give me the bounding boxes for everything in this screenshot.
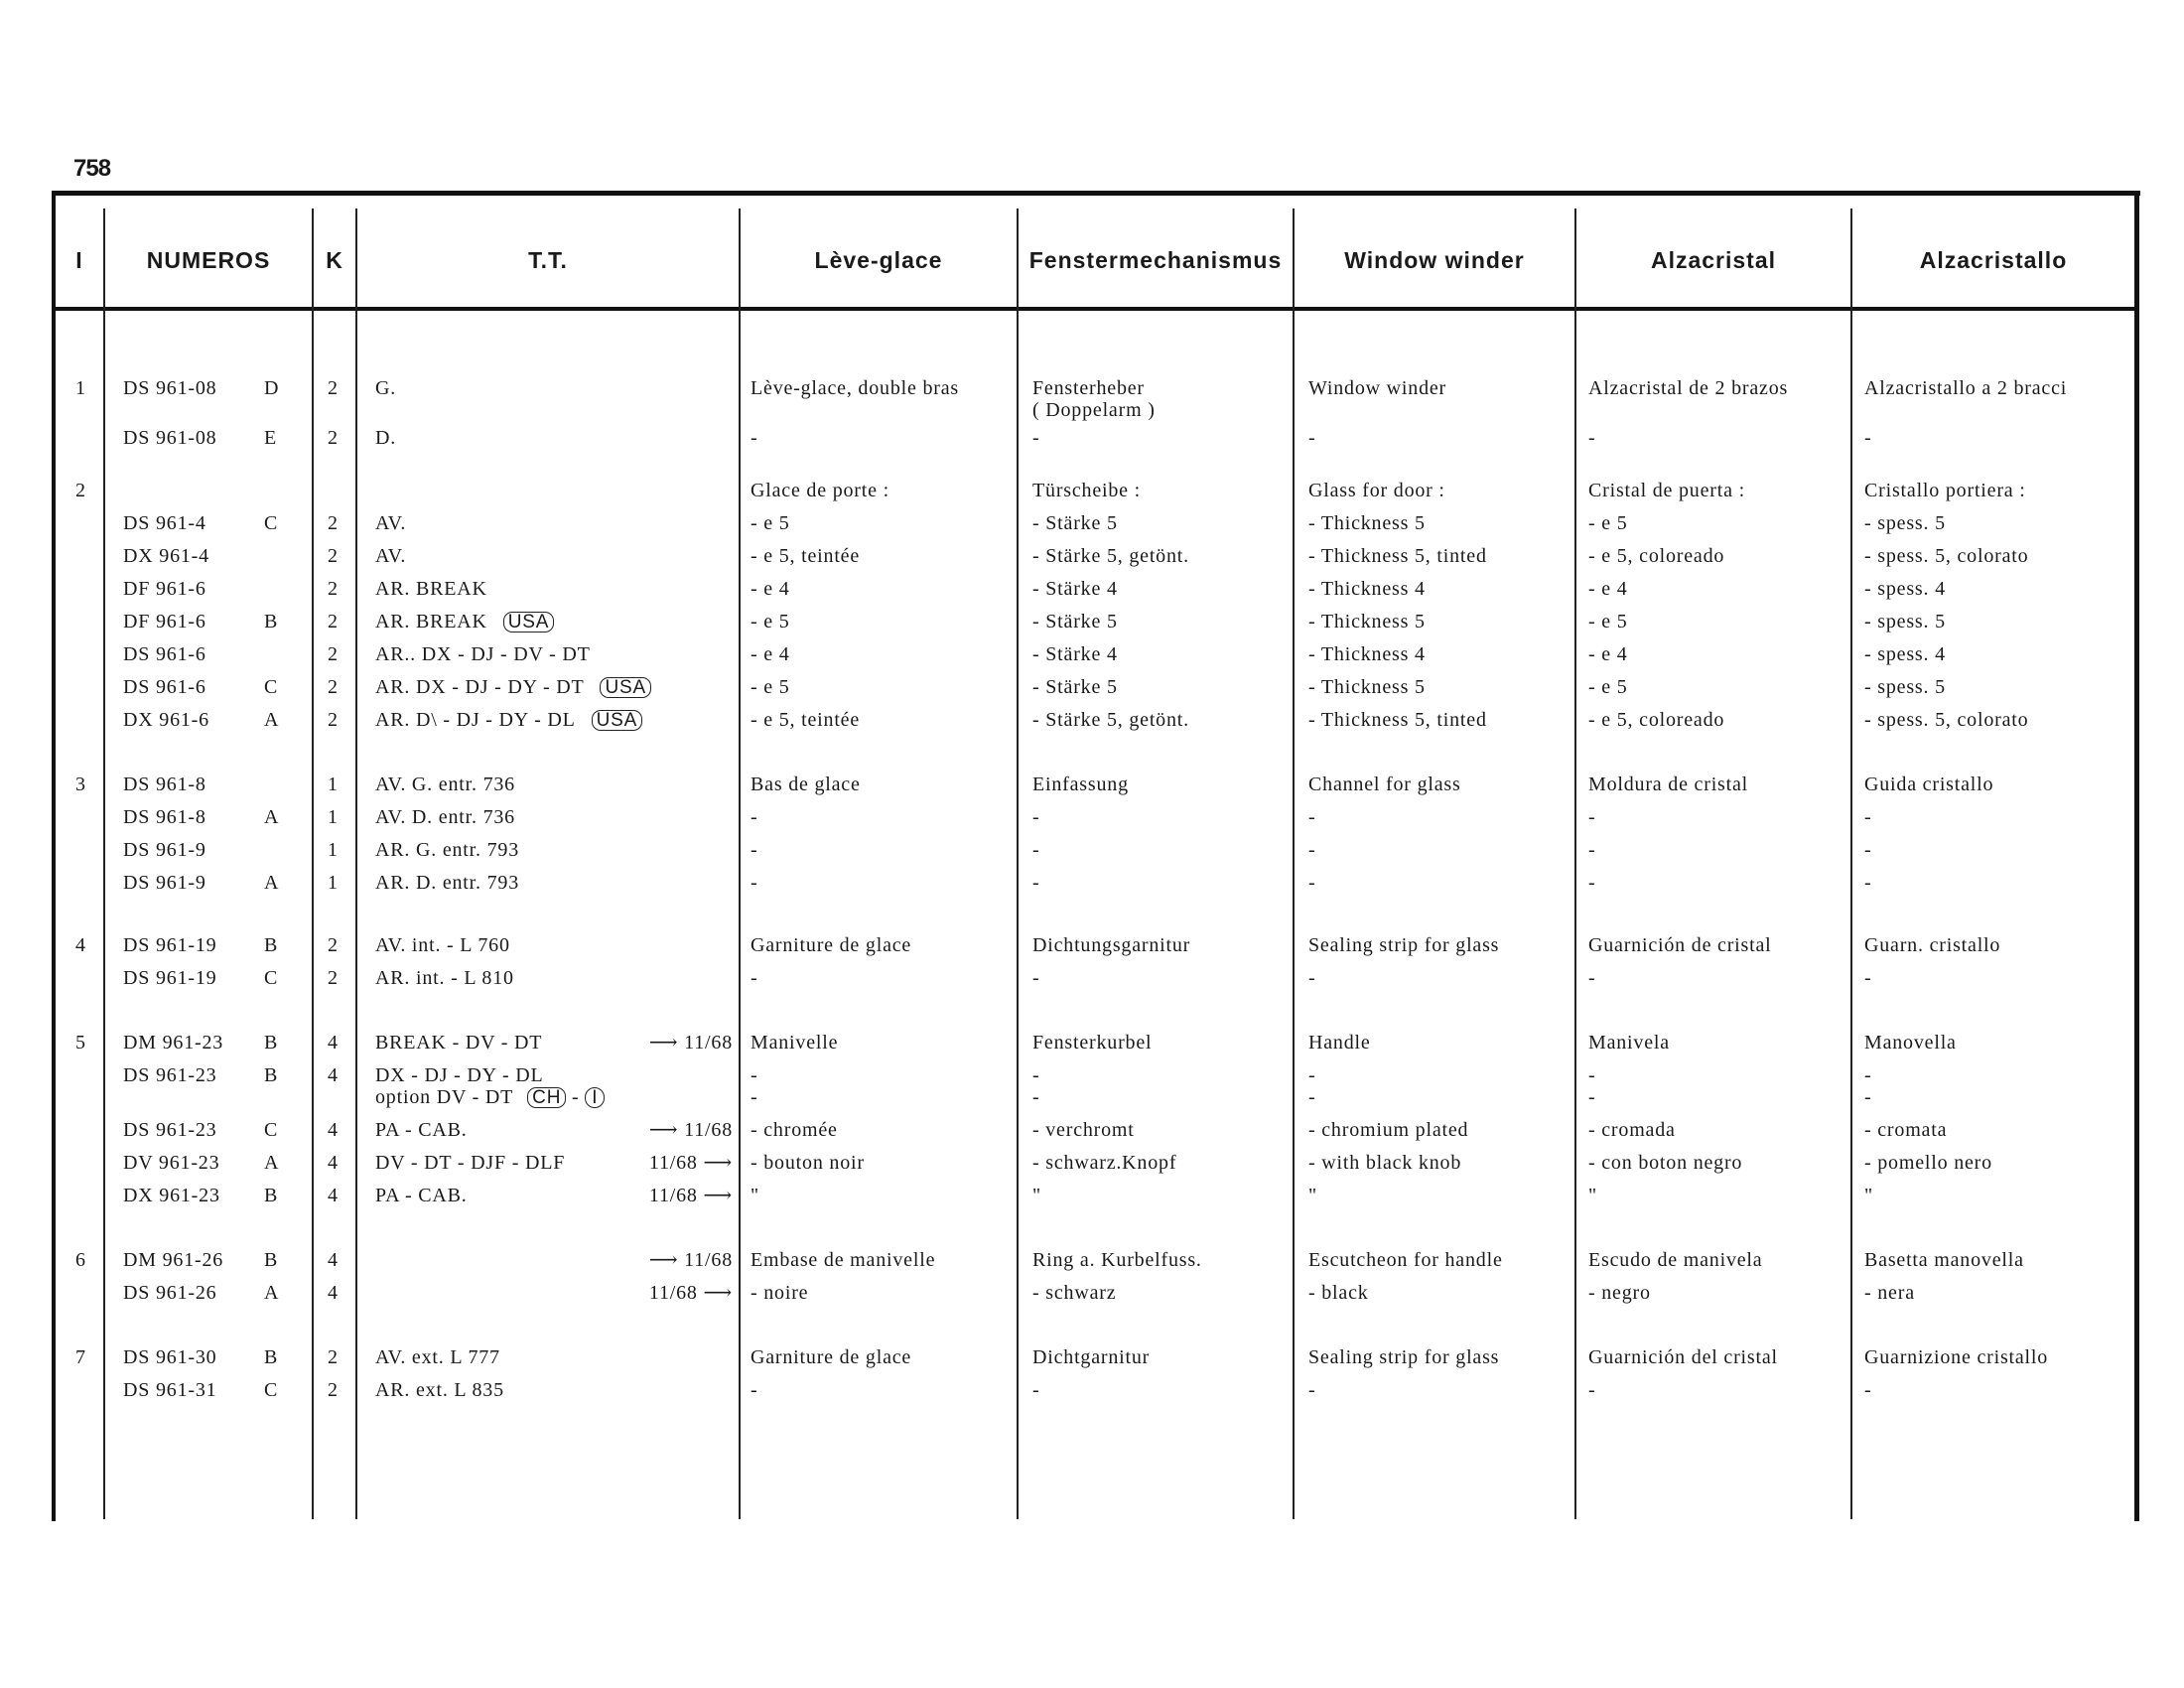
header-divider bbox=[56, 307, 2138, 311]
row-index: 3 bbox=[75, 774, 86, 795]
col-sep-1 bbox=[103, 209, 105, 1519]
quantity-k: 4 bbox=[328, 1282, 339, 1304]
quantity-k: 2 bbox=[328, 611, 339, 633]
table-left-border bbox=[52, 191, 56, 1521]
part-suffix: A bbox=[264, 1152, 280, 1174]
desc-spanish: - bbox=[1588, 839, 1596, 861]
col-sep-7 bbox=[1574, 209, 1576, 1519]
desc-italian: Guarn. cristallo bbox=[1864, 934, 2001, 956]
row-index: 5 bbox=[75, 1032, 86, 1054]
header-spanish: Alzacristal bbox=[1650, 246, 1777, 273]
quantity-k: 4 bbox=[328, 1032, 339, 1054]
desc-german: - bbox=[1032, 1064, 1040, 1086]
desc-french: - chromée bbox=[751, 1119, 838, 1141]
desc-italian: - spess. 5, colorato bbox=[1864, 709, 2029, 731]
part-number: DS 961-19 bbox=[123, 934, 217, 956]
market-stamp: USA bbox=[503, 612, 554, 633]
desc-german: - bbox=[1032, 1379, 1040, 1401]
header-french: Lève-glace bbox=[814, 246, 943, 273]
desc-french: Lève-glace, double bras bbox=[751, 377, 959, 399]
desc-french: " bbox=[751, 1185, 759, 1206]
header-index: I bbox=[75, 246, 83, 273]
header-tt: T.T. bbox=[528, 246, 568, 273]
quantity-k: 2 bbox=[328, 377, 339, 399]
quantity-k: 1 bbox=[328, 774, 339, 795]
quantity-k: 4 bbox=[328, 1152, 339, 1174]
part-suffix: B bbox=[264, 1346, 279, 1368]
desc-italian: - spess. 5 bbox=[1864, 676, 1946, 698]
market-stamp: USA bbox=[592, 710, 642, 731]
desc-english: Escutcheon for handle bbox=[1308, 1249, 1503, 1271]
desc-italian: - cromata bbox=[1864, 1119, 1948, 1141]
desc-german: Türscheibe : bbox=[1032, 480, 1142, 501]
desc-spanish: - e 5 bbox=[1588, 512, 1628, 534]
quantity-k: 2 bbox=[328, 676, 339, 698]
desc-spanish: Alzacristal de 2 brazos bbox=[1588, 377, 1789, 399]
desc-spanish: " bbox=[1588, 1185, 1597, 1206]
market-stamp: USA bbox=[600, 677, 650, 698]
desc-italian: - bbox=[1864, 839, 1872, 861]
col-sep-8 bbox=[1850, 209, 1852, 1519]
desc-english: - chromium plated bbox=[1308, 1119, 1469, 1141]
desc-english: Window winder bbox=[1308, 377, 1447, 399]
desc-italian: - bbox=[1864, 427, 1872, 449]
quantity-k: 2 bbox=[328, 512, 339, 534]
desc-french: Garniture de glace bbox=[751, 1346, 912, 1368]
desc-french: - e 5 bbox=[751, 611, 790, 633]
type-text: option DV - DT CH - I bbox=[375, 1086, 605, 1108]
part-suffix: B bbox=[264, 1032, 279, 1054]
desc-spanish: - e 5, coloreado bbox=[1588, 545, 1725, 567]
quantity-k: 4 bbox=[328, 1119, 339, 1141]
part-number: DS 961-9 bbox=[123, 839, 206, 861]
part-suffix: C bbox=[264, 1379, 279, 1401]
table-top-border bbox=[52, 191, 2140, 196]
type-text: D. bbox=[375, 427, 397, 449]
desc-spanish: - con boton negro bbox=[1588, 1152, 1743, 1174]
date-arrow: 11/68 ⟶ bbox=[648, 1282, 733, 1304]
desc-english: - Thickness 4 bbox=[1308, 643, 1426, 665]
desc-french: - e 5, teintée bbox=[751, 545, 861, 567]
type-text: G. bbox=[375, 377, 397, 399]
part-number: DF 961-6 bbox=[123, 578, 206, 600]
desc-spanish: Guarnición de cristal bbox=[1588, 934, 1772, 956]
quantity-k: 4 bbox=[328, 1185, 339, 1206]
desc-spanish: - bbox=[1588, 1086, 1596, 1108]
part-suffix: E bbox=[264, 427, 278, 449]
desc-english: - bbox=[1308, 1086, 1316, 1108]
desc-french: - bbox=[751, 806, 758, 828]
desc-italian: - bbox=[1864, 872, 1872, 894]
desc-italian: Guarnizione cristallo bbox=[1864, 1346, 2049, 1368]
part-suffix: B bbox=[264, 1064, 279, 1086]
desc-german: - verchromt bbox=[1032, 1119, 1135, 1141]
desc-english: - Thickness 5 bbox=[1308, 512, 1426, 534]
desc-english: - bbox=[1308, 427, 1316, 449]
type-text: PA - CAB. bbox=[375, 1119, 468, 1141]
col-sep-3 bbox=[355, 209, 357, 1519]
part-number: DS 961-08 bbox=[123, 427, 217, 449]
type-text: DV - DT - DJF - DLF bbox=[375, 1152, 566, 1174]
desc-french: - bbox=[751, 1379, 758, 1401]
desc-german: - Stärke 5, getönt. bbox=[1032, 545, 1189, 567]
type-text: AV. int. - L 760 bbox=[375, 934, 510, 956]
desc-french: - bbox=[751, 967, 758, 989]
type-text: AR. BREAK bbox=[375, 578, 487, 600]
desc-german: - schwarz bbox=[1032, 1282, 1117, 1304]
desc-english: - bbox=[1308, 839, 1316, 861]
desc-german: - Stärke 5 bbox=[1032, 611, 1118, 633]
date-arrow: 11/68 ⟶ bbox=[648, 1185, 733, 1206]
part-number: DS 961-8 bbox=[123, 806, 206, 828]
desc-italian: Alzacristallo a 2 bracci bbox=[1864, 377, 2068, 399]
desc-english: Sealing strip for glass bbox=[1308, 934, 1500, 956]
desc-french: - bbox=[751, 1086, 758, 1108]
desc-spanish: - bbox=[1588, 806, 1596, 828]
type-text: DX - DJ - DY - DL bbox=[375, 1064, 544, 1086]
type-text: AV. bbox=[375, 512, 407, 534]
desc-spanish: - e 5 bbox=[1588, 611, 1628, 633]
desc-german: - bbox=[1032, 1086, 1040, 1108]
desc-italian: Manovella bbox=[1864, 1032, 1957, 1054]
desc-english: Channel for glass bbox=[1308, 774, 1461, 795]
desc-spanish: - bbox=[1588, 1064, 1596, 1086]
quantity-k: 2 bbox=[328, 934, 339, 956]
desc-italian: - spess. 5 bbox=[1864, 611, 1946, 633]
type-text: AR. DX - DJ - DY - DT USA bbox=[375, 676, 651, 698]
part-number: DS 961-23 bbox=[123, 1119, 217, 1141]
desc-english: - bbox=[1308, 872, 1316, 894]
desc-french: - bouton noir bbox=[751, 1152, 865, 1174]
desc-german: Einfassung bbox=[1032, 774, 1129, 795]
desc-italian: - pomello nero bbox=[1864, 1152, 1992, 1174]
header-german: Fenstermechanismus bbox=[1028, 246, 1283, 273]
desc-spanish: Moldura de cristal bbox=[1588, 774, 1749, 795]
desc-spanish: Manivela bbox=[1588, 1032, 1670, 1054]
quantity-k: 1 bbox=[328, 839, 339, 861]
desc-italian: Cristallo portiera : bbox=[1864, 480, 2026, 501]
table-right-border bbox=[2134, 191, 2139, 1521]
desc-italian: - bbox=[1864, 1379, 1872, 1401]
desc-german: Dichtgarnitur bbox=[1032, 1346, 1151, 1368]
part-number: DV 961-23 bbox=[123, 1152, 220, 1174]
desc-italian: - bbox=[1864, 1064, 1872, 1086]
desc-spanish: - e 4 bbox=[1588, 578, 1628, 600]
desc-english: - Thickness 4 bbox=[1308, 578, 1426, 600]
desc-spanish: - bbox=[1588, 872, 1596, 894]
quantity-k: 1 bbox=[328, 806, 339, 828]
type-text: AR. int. - L 810 bbox=[375, 967, 514, 989]
row-index: 6 bbox=[75, 1249, 86, 1271]
desc-german: Fensterkurbel bbox=[1032, 1032, 1153, 1054]
desc-french: - e 5, teintée bbox=[751, 709, 861, 731]
part-suffix: D bbox=[264, 377, 280, 399]
desc-spanish: Guarnición del cristal bbox=[1588, 1346, 1778, 1368]
part-number: DS 961-19 bbox=[123, 967, 217, 989]
type-text: AV. bbox=[375, 545, 407, 567]
desc-english: - bbox=[1308, 1379, 1316, 1401]
desc-french: Manivelle bbox=[751, 1032, 839, 1054]
desc-spanish: - e 5 bbox=[1588, 676, 1628, 698]
date-arrow: ⟶ 11/68 bbox=[648, 1032, 733, 1054]
desc-german: - Stärke 5, getönt. bbox=[1032, 709, 1189, 731]
desc-french: - bbox=[751, 1064, 758, 1086]
quantity-k: 2 bbox=[328, 643, 339, 665]
type-text: AV. D. entr. 736 bbox=[375, 806, 515, 828]
desc-italian: - spess. 5, colorato bbox=[1864, 545, 2029, 567]
quantity-k: 2 bbox=[328, 709, 339, 731]
date-arrow: ⟶ 11/68 bbox=[648, 1249, 733, 1271]
quantity-k: 2 bbox=[328, 545, 339, 567]
row-index: 2 bbox=[75, 480, 86, 501]
desc-french: - bbox=[751, 839, 758, 861]
type-text: AV. G. entr. 736 bbox=[375, 774, 515, 795]
desc-spanish: - e 4 bbox=[1588, 643, 1628, 665]
quantity-k: 2 bbox=[328, 1379, 339, 1401]
header-english: Window winder bbox=[1344, 246, 1525, 273]
part-number: DS 961-08 bbox=[123, 377, 217, 399]
desc-italian: " bbox=[1864, 1185, 1873, 1206]
desc-italian: - spess. 5 bbox=[1864, 512, 1946, 534]
type-text: PA - CAB. bbox=[375, 1185, 468, 1206]
type-text: AR. D\ - DJ - DY - DL USA bbox=[375, 709, 642, 731]
desc-italian: - bbox=[1864, 1086, 1872, 1108]
col-sep-4 bbox=[739, 209, 741, 1519]
part-suffix: A bbox=[264, 872, 280, 894]
desc-german: Fensterheber bbox=[1032, 377, 1145, 399]
page-number: 758 bbox=[73, 155, 111, 182]
desc-german: - Stärke 5 bbox=[1032, 512, 1118, 534]
quantity-k: 1 bbox=[328, 872, 339, 894]
desc-german: - bbox=[1032, 806, 1040, 828]
desc-french: - e 5 bbox=[751, 676, 790, 698]
desc-english: - Thickness 5, tinted bbox=[1308, 709, 1487, 731]
type-text: AR. D. entr. 793 bbox=[375, 872, 520, 894]
part-number: DX 961-6 bbox=[123, 709, 209, 731]
part-number: DX 961-23 bbox=[123, 1185, 220, 1206]
desc-spanish: - bbox=[1588, 1379, 1596, 1401]
part-suffix: A bbox=[264, 806, 280, 828]
desc-german: - bbox=[1032, 967, 1040, 989]
desc-spanish: - bbox=[1588, 427, 1596, 449]
desc-german: - schwarz.Knopf bbox=[1032, 1152, 1177, 1174]
desc-german: - Stärke 4 bbox=[1032, 643, 1118, 665]
market-stamp: CH bbox=[527, 1087, 566, 1108]
desc-french: Garniture de glace bbox=[751, 934, 912, 956]
part-number: DS 961-23 bbox=[123, 1064, 217, 1086]
desc-italian: - bbox=[1864, 967, 1872, 989]
desc-french: - e 4 bbox=[751, 643, 790, 665]
quantity-k: 4 bbox=[328, 1064, 339, 1086]
quantity-k: 2 bbox=[328, 1346, 339, 1368]
part-suffix: A bbox=[264, 709, 280, 731]
desc-french: - bbox=[751, 427, 758, 449]
desc-english: Sealing strip for glass bbox=[1308, 1346, 1500, 1368]
quantity-k: 4 bbox=[328, 1249, 339, 1271]
desc-english: - bbox=[1308, 806, 1316, 828]
part-suffix: C bbox=[264, 1119, 279, 1141]
desc-german: ( Doppelarm ) bbox=[1032, 399, 1156, 421]
desc-german: " bbox=[1032, 1185, 1041, 1206]
desc-french: - bbox=[751, 872, 758, 894]
row-index: 7 bbox=[75, 1346, 86, 1368]
part-number: DM 961-23 bbox=[123, 1032, 224, 1054]
desc-italian: Guida cristallo bbox=[1864, 774, 1994, 795]
desc-german: - Stärke 5 bbox=[1032, 676, 1118, 698]
type-text: AR.. DX - DJ - DV - DT bbox=[375, 643, 591, 665]
desc-english: - Thickness 5 bbox=[1308, 676, 1426, 698]
date-arrow: 11/68 ⟶ bbox=[648, 1152, 733, 1174]
part-suffix: A bbox=[264, 1282, 280, 1304]
col-sep-5 bbox=[1017, 209, 1019, 1519]
col-sep-6 bbox=[1293, 209, 1295, 1519]
desc-german: - bbox=[1032, 839, 1040, 861]
desc-english: - black bbox=[1308, 1282, 1369, 1304]
date-arrow: ⟶ 11/68 bbox=[648, 1119, 733, 1141]
header-numeros: NUMEROS bbox=[146, 246, 271, 273]
part-number: DS 961-4 bbox=[123, 512, 206, 534]
desc-french: - e 5 bbox=[751, 512, 790, 534]
header-k: K bbox=[326, 246, 343, 273]
desc-english: - bbox=[1308, 967, 1316, 989]
col-sep-2 bbox=[312, 209, 314, 1519]
part-suffix: C bbox=[264, 512, 279, 534]
header-italian: Alzacristallo bbox=[1919, 246, 2068, 273]
desc-english: - Thickness 5, tinted bbox=[1308, 545, 1487, 567]
type-text: AR. ext. L 835 bbox=[375, 1379, 504, 1401]
desc-english: " bbox=[1308, 1185, 1317, 1206]
type-text: AR. BREAK USA bbox=[375, 611, 554, 633]
part-suffix: B bbox=[264, 1249, 279, 1271]
desc-spanish: - negro bbox=[1588, 1282, 1651, 1304]
type-text: AV. ext. L 777 bbox=[375, 1346, 500, 1368]
part-suffix: C bbox=[264, 967, 279, 989]
part-suffix: C bbox=[264, 676, 279, 698]
part-number: DS 961-8 bbox=[123, 774, 206, 795]
desc-spanish: - cromada bbox=[1588, 1119, 1676, 1141]
part-number: DX 961-4 bbox=[123, 545, 209, 567]
quantity-k: 2 bbox=[328, 967, 339, 989]
part-number: DS 961-6 bbox=[123, 643, 206, 665]
desc-german: - bbox=[1032, 427, 1040, 449]
market-stamp: I bbox=[585, 1087, 605, 1108]
desc-french: Embase de manivelle bbox=[751, 1249, 936, 1271]
desc-italian: - spess. 4 bbox=[1864, 643, 1946, 665]
desc-french: Bas de glace bbox=[751, 774, 861, 795]
desc-french: Glace de porte : bbox=[751, 480, 889, 501]
desc-german: - Stärke 4 bbox=[1032, 578, 1118, 600]
part-number: DS 961-26 bbox=[123, 1282, 217, 1304]
desc-english: - with black knob bbox=[1308, 1152, 1462, 1174]
desc-english: Handle bbox=[1308, 1032, 1371, 1054]
part-number: DS 961-9 bbox=[123, 872, 206, 894]
part-number: DS 961-6 bbox=[123, 676, 206, 698]
desc-german: Dichtungsgarnitur bbox=[1032, 934, 1191, 956]
desc-italian: - nera bbox=[1864, 1282, 1915, 1304]
part-number: DF 961-6 bbox=[123, 611, 206, 633]
desc-spanish: - bbox=[1588, 967, 1596, 989]
separator: - bbox=[566, 1086, 586, 1108]
quantity-k: 2 bbox=[328, 427, 339, 449]
part-number: DM 961-26 bbox=[123, 1249, 224, 1271]
desc-english: - Thickness 5 bbox=[1308, 611, 1426, 633]
type-text: AR. G. entr. 793 bbox=[375, 839, 520, 861]
part-number: DS 961-30 bbox=[123, 1346, 217, 1368]
desc-italian: Basetta manovella bbox=[1864, 1249, 2024, 1271]
part-suffix: B bbox=[264, 1185, 279, 1206]
desc-french: - e 4 bbox=[751, 578, 790, 600]
desc-spanish: Cristal de puerta : bbox=[1588, 480, 1745, 501]
desc-german: Ring a. Kurbelfuss. bbox=[1032, 1249, 1202, 1271]
row-index: 1 bbox=[75, 377, 86, 399]
part-suffix: B bbox=[264, 611, 279, 633]
desc-german: - bbox=[1032, 872, 1040, 894]
desc-italian: - bbox=[1864, 806, 1872, 828]
desc-english: - bbox=[1308, 1064, 1316, 1086]
desc-spanish: Escudo de manivela bbox=[1588, 1249, 1763, 1271]
type-text: BREAK - DV - DT bbox=[375, 1032, 543, 1054]
desc-english: Glass for door : bbox=[1308, 480, 1445, 501]
part-suffix: B bbox=[264, 934, 279, 956]
part-number: DS 961-31 bbox=[123, 1379, 217, 1401]
desc-french: - noire bbox=[751, 1282, 809, 1304]
desc-italian: - spess. 4 bbox=[1864, 578, 1946, 600]
desc-spanish: - e 5, coloreado bbox=[1588, 709, 1725, 731]
row-index: 4 bbox=[75, 934, 86, 956]
quantity-k: 2 bbox=[328, 578, 339, 600]
